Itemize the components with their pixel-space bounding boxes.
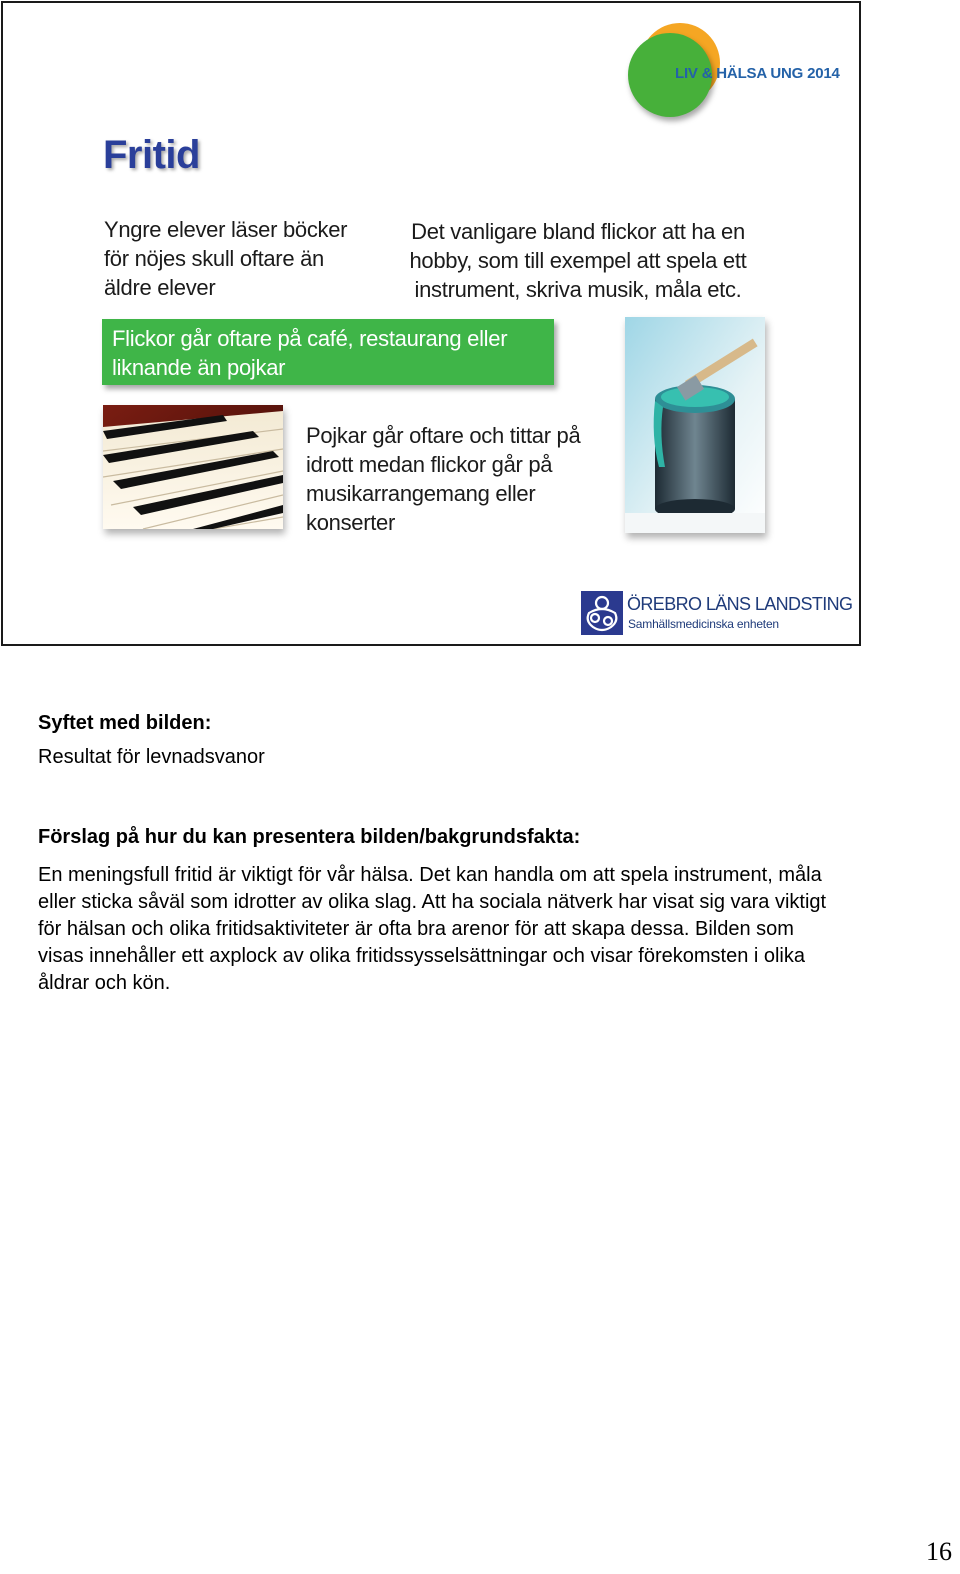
text-girls-hobby: Det vanligare bland flickor att ha en hobby, som till exempel att spela ett instrument, skriva musik, måla etc. [409, 219, 747, 302]
suggestion-heading: Förslag på hur du kan presentera bilden/bakgrundsfakta: [38, 826, 581, 848]
org-name: ÖREBRO LÄNS LANDSTING [627, 594, 853, 614]
page-number: 16 [926, 1537, 952, 1566]
campaign-logo-text: LIV & HÄLSA UNG 2014 [675, 65, 840, 82]
purpose-text: Resultat för levnadsvanor [38, 746, 265, 768]
slide [1, 1, 861, 646]
slide-title: Fritid [103, 133, 200, 177]
paint-can-image [625, 317, 765, 533]
girls-cafe-box [102, 319, 554, 385]
piano-keys-image [103, 405, 283, 529]
org-logo-icon [581, 591, 623, 635]
text-boys-sports: Pojkar går oftare och tittar på idrott medan flickor går på musikarrangemang eller konserter [306, 423, 581, 535]
purpose-heading: Syftet med bilden: [38, 712, 212, 734]
text-young-readers: Yngre elever läser böcker för nöjes skull oftare än äldre elever [104, 217, 348, 300]
org-unit: Samhällsmedicinska enheten [628, 617, 779, 631]
speaker-notes [38, 710, 838, 997]
suggestion-text: En meningsfull fritid är viktigt för vår hälsa. Det kan handla om att spela instrument, måla eller sticka såväl som idrotter av olika slag. Att ha sociala nätverk har visat sig vara viktigt för hälsan och olika fritidsaktiviteter är ofta bra arenor för att skapa dessa. Bilden som visas innehåller ett axplock av olika fritidssysselsättningar och visar förekomsten i olika åldrar och kön. [38, 864, 827, 994]
text-girls-cafe: Flickor går oftare på café, restaurang eller liknande än pojkar [112, 326, 508, 380]
